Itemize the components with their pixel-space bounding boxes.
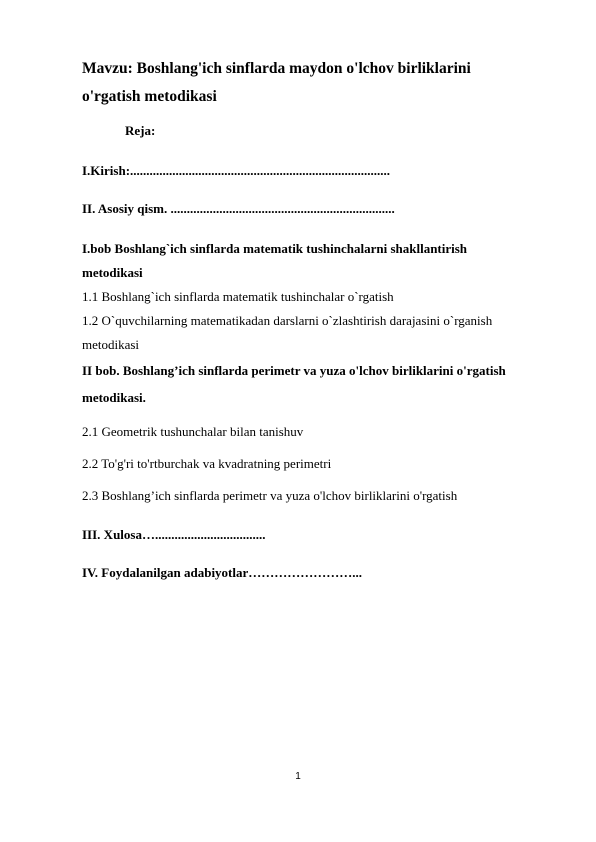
toc-chapter2-line1: II bob. Boshlang’ich sinflarda perimetr va yuza o'lchov birliklarini o'rgatish — [82, 363, 506, 378]
toc-section-1-2-line1: 1.2 O`quvchilarning matematikadan darslarni o`zlashtirish darajasini o`rganish — [82, 313, 493, 328]
toc-references: IV. Foydalanilgan adabiyotlar……………………... — [82, 565, 363, 580]
toc-main: II. Asosiy qism. ..................................................................... — [82, 201, 395, 216]
toc-section-1-2-line2: metodikasi — [82, 337, 140, 352]
page-number: 1 — [295, 771, 301, 782]
toc-section-2-2: 2.2 To'g'ri to'rtburchak va kvadratning perimetri — [82, 456, 332, 471]
toc-intro: I.Kirish:................................................................................ — [82, 163, 391, 178]
toc-section-2-1: 2.1 Geometrik tushunchalar bilan tanishuv — [82, 424, 304, 439]
toc-chapter1-line2: metodikasi — [82, 265, 143, 280]
toc-conclusion: III. Xulosa….................................. — [82, 527, 266, 542]
title-line-2: o'rgatish metodikasi — [82, 88, 217, 105]
toc-chapter2-line2: metodikasi. — [82, 390, 146, 405]
plan-heading: Reja: — [125, 123, 156, 138]
toc-section-1-1: 1.1 Boshlang`ich sinflarda matematik tushinchalar o`rgatish — [82, 289, 394, 304]
toc-section-2-3: 2.3 Boshlang’ich sinflarda perimetr va yuza o'lchov birliklarini o'rgatish — [82, 488, 458, 503]
title-line-1: Mavzu: Boshlang'ich sinflarda maydon o'lchov birliklarini — [82, 60, 471, 77]
toc-chapter1-line1: I.bob Boshlang`ich sinflarda matematik tushinchalarni shakllantirish — [82, 241, 468, 256]
